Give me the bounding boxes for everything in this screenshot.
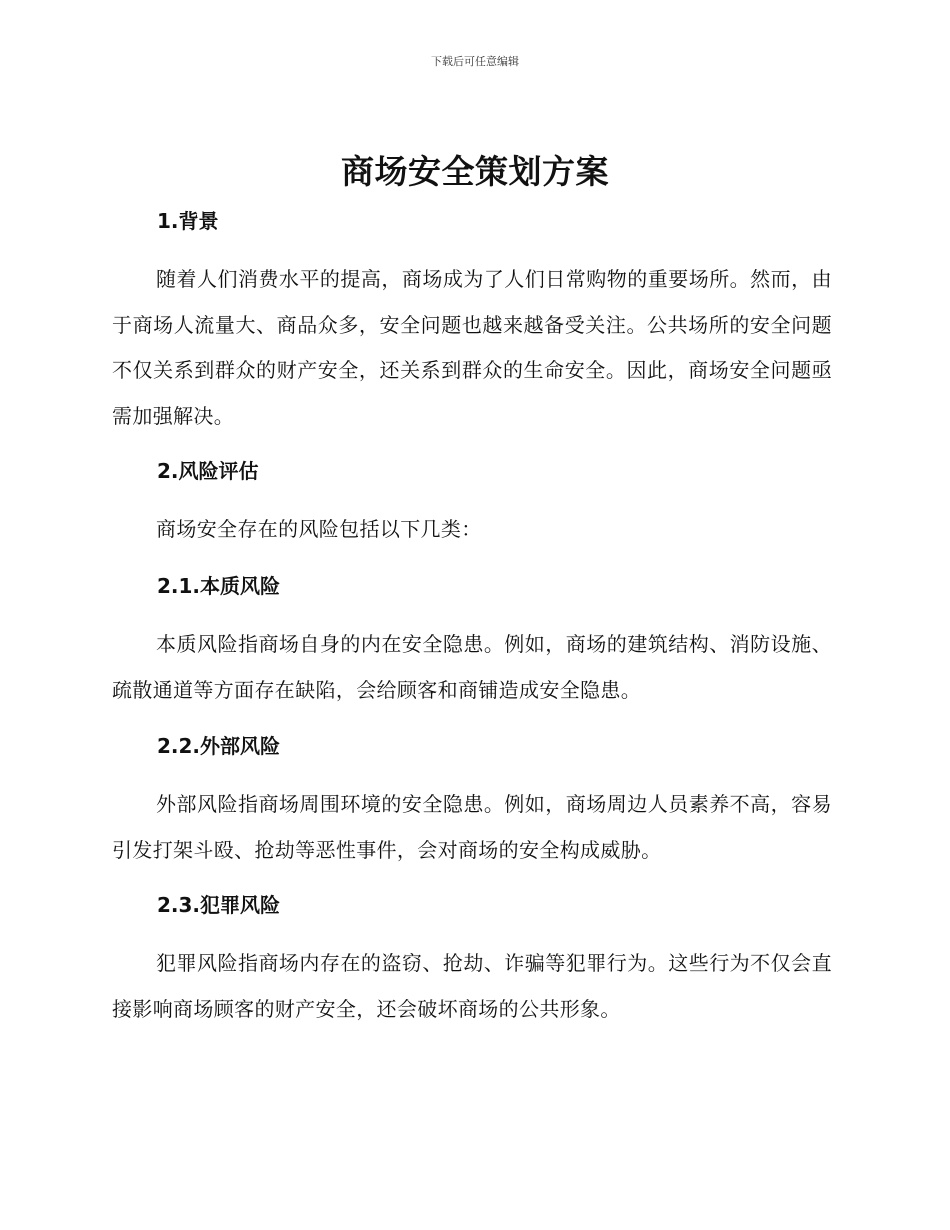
section-heading-background: 1.背景 bbox=[157, 209, 219, 233]
section-paragraph-crime-risk: 犯罪风险指商场内存在的盗窃、抢劫、诈骗等犯罪行为。这些行为不仅会直接影响商场顾客的财产安全，还会破坏商场的公共形象。 bbox=[112, 951, 832, 1021]
section-heading-crime-risk: 2.3.犯罪风险 bbox=[157, 893, 281, 917]
document-title: 商场安全策划方案 bbox=[341, 152, 609, 191]
section-paragraph-background: 随着人们消费水平的提高，商场成为了人们日常购物的重要场所。然而，由于商场人流量大、商品众多，安全问题也越来越备受关注。公共场所的安全问题不仅关系到群众的财产安全，还关系到群众的生命安全。因此，商场安全问题亟需加强解决。 bbox=[112, 267, 832, 428]
page-header-note: 下载后可任意编辑 bbox=[431, 55, 519, 68]
section-heading-intrinsic-risk: 2.1.本质风险 bbox=[157, 574, 281, 598]
section-heading-external-risk: 2.2.外部风险 bbox=[157, 734, 281, 758]
section-paragraph-external-risk: 外部风险指商场周围环境的安全隐患。例如，商场周边人员素养不高，容易引发打架斗殴、抢劫等恶性事件，会对商场的安全构成威胁。 bbox=[112, 792, 832, 862]
section-paragraph-risk-assessment: 商场安全存在的风险包括以下几类： bbox=[156, 517, 482, 541]
section-paragraph-intrinsic-risk: 本质风险指商场自身的内在安全隐患。例如，商场的建筑结构、消防设施、疏散通道等方面存在缺陷，会给顾客和商铺造成安全隐患。 bbox=[112, 632, 832, 702]
section-heading-risk-assessment: 2.风险评估 bbox=[157, 459, 259, 483]
